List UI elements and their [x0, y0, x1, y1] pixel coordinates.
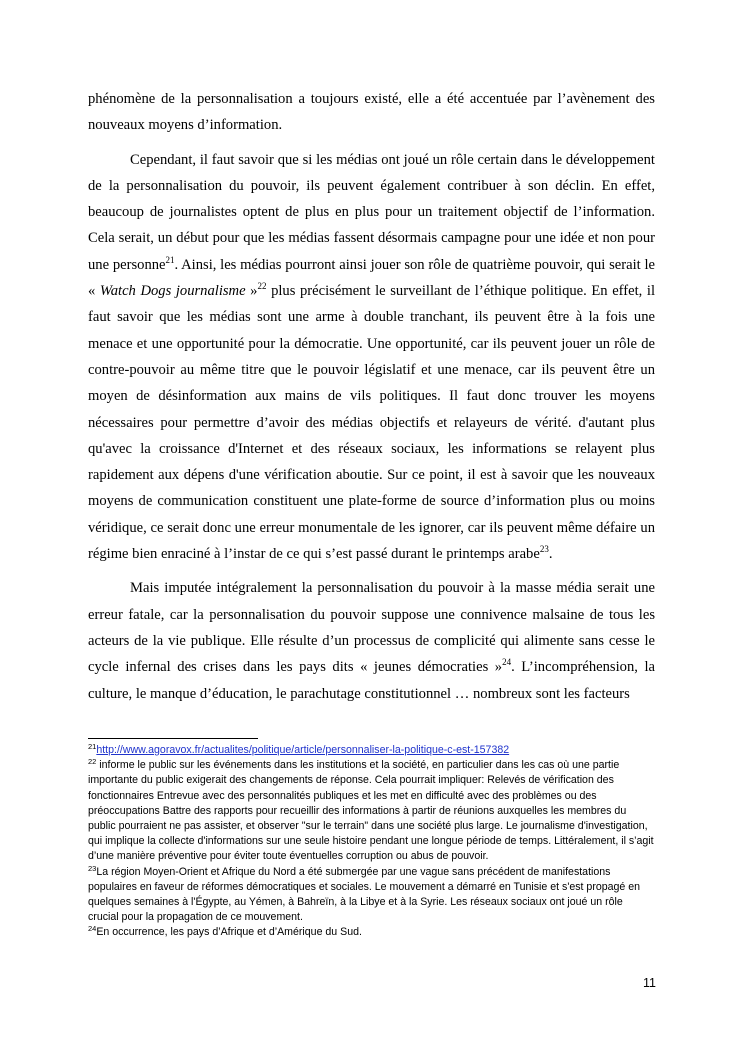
footnote-number: 21 [88, 742, 97, 751]
footnote-ref-24[interactable]: 24 [502, 657, 512, 668]
footnote-text: En occurrence, les pays d’Afrique et d’Amérique du Sud. [96, 926, 362, 939]
footnote-number: 23 [88, 863, 97, 873]
paragraph-2-text-d: plus précisément le surveillant de l’éthique politique. En effet, il faut savoir que les médias sont une arme à double tranchant, ils peuvent être à la fois une menace et une opportunité pour la démocratie. Une opportunité, car ils peuvent jouer un rôle de contre-pouvoir au même titre que le pouvoir législatif et une menace, car ils peuvent être un moyen de désinformation aux mains de vils politiques. Il faut donc trouver les moyens nécessaires pour permettre d’avoir des médias objectifs et relayeurs de vérité. d'autant plus qu'avec la croissance d'Internet et des réseaux sociaux, les informations se relayent plus rapidement aux dépens d'une vérification aboutie. Sur ce point, il est à savoir que les nouveaux moyens de communication constituent une plate-forme de source d’information plus ou moins véridique, ce serait donc une erreur monumentale de les ignorer, car ils peuvent même défaire un régime bien enraciné à l’instar de ce qui s’est passé durant le printemps arabe [88, 283, 656, 563]
footnote-number: 22 [88, 757, 97, 767]
footnote-24 [88, 925, 655, 940]
footnote-23 [88, 865, 655, 926]
paragraph-2-text-b: . Ainsi, les médias pourront ainsi jouer son rôle de quatrième pouvoir, qui serait le « [88, 256, 655, 300]
footnote-text: La région Moyen-Orient et Afrique du Nord a été submergée par une vague sans précédent de manifestations populaires en faveur de réformes démocratiques et sociales. Le mouvement a démarré en Tunisie et s'est propagé en quelques semaines à l'Égypte, au Yémen, à Bahreïn, à la Libye et à la Syrie. Les réseaux sociaux ont joué un rôle crucial pour la propagation de ce mouvement. [88, 865, 641, 924]
footnote-ref-23[interactable]: 23 [539, 544, 549, 555]
paragraph-2-text-c: » [245, 283, 258, 300]
footnotes-section [88, 738, 655, 941]
page-number: 11 [643, 976, 656, 990]
footnote-ref-21[interactable]: 21 [165, 254, 175, 265]
paragraph-2 [88, 147, 655, 568]
footnote-ref-22[interactable]: 22 [257, 281, 267, 292]
paragraph-2-text-e: . [548, 546, 553, 563]
paragraph-3-text-b: . L’incompréhension, la culture, le manque d’éducation, le parachutage constitutionnel … nombreux sont les facteurs [88, 659, 655, 702]
footnote-separator [88, 738, 258, 739]
footnote-22 [88, 758, 655, 864]
paragraph-3 [88, 575, 655, 706]
paragraph-1: phénomène de la personnalisation a toujours existé, elle a été accentuée par l’avènement des nouveaux moyens d’information. [88, 91, 655, 134]
footnote-number: 24 [88, 924, 97, 934]
main-text [88, 86, 655, 715]
footnote-21-link[interactable]: http://www.agoravox.fr/actualites/politique/article/personnaliser-la-politique-c-est-157382 [96, 744, 510, 756]
footnote-21 [88, 743, 655, 758]
footnote-text: informe le public sur les événements dans les institutions et la société, en particulier dans les cas où une partie importante du public exigerait des changements de réponse. Cela pourrait impliquer: Relevés de vérification des fonctionnaires Entrevue avec des personnalités publiques et les met en difficulté avec des problèmes ou des préoccupations Battre des rapports pour recueillir des informations à partir de réunions auxquelles les membres du public pourraient ne pas assister, et observer "sur le terrain" dans une société plus large. Le journalisme d'investigation, qui implique la collecte d'informations sur une seule histoire pendant une longue période de temps. Littéralement, il s’agit d’une manière préventive pour éviter toute éventuelles corruption ou abus de pouvoir. [88, 759, 654, 863]
paragraph-3-text-a: Mais imputée intégralement la personnalisation du pouvoir à la masse média serait une erreur fatale, car la personnalisation du pouvoir suppose une connivence malsaine de tous les acteurs de la vie publique. Elle résulte d’un processus de complicité qui alimente sans cesse le cycle infernal des crises dans les pays dits « jeunes démocraties » [88, 580, 655, 676]
watch-dogs-term: Watch Dogs journalisme [99, 283, 246, 300]
paragraph-2-text-a: Cependant, il faut savoir que si les médias ont joué un rôle certain dans le développement de la personnalisation du pouvoir, ils peuvent également contribuer à son déclin. En effet, beaucoup de journalistes optent de plus en plus pour un traitement objectif de l’information. Cela serait, un début pour que les médias fassent désormais campagne pour une idée et non pour une personne [88, 151, 655, 273]
